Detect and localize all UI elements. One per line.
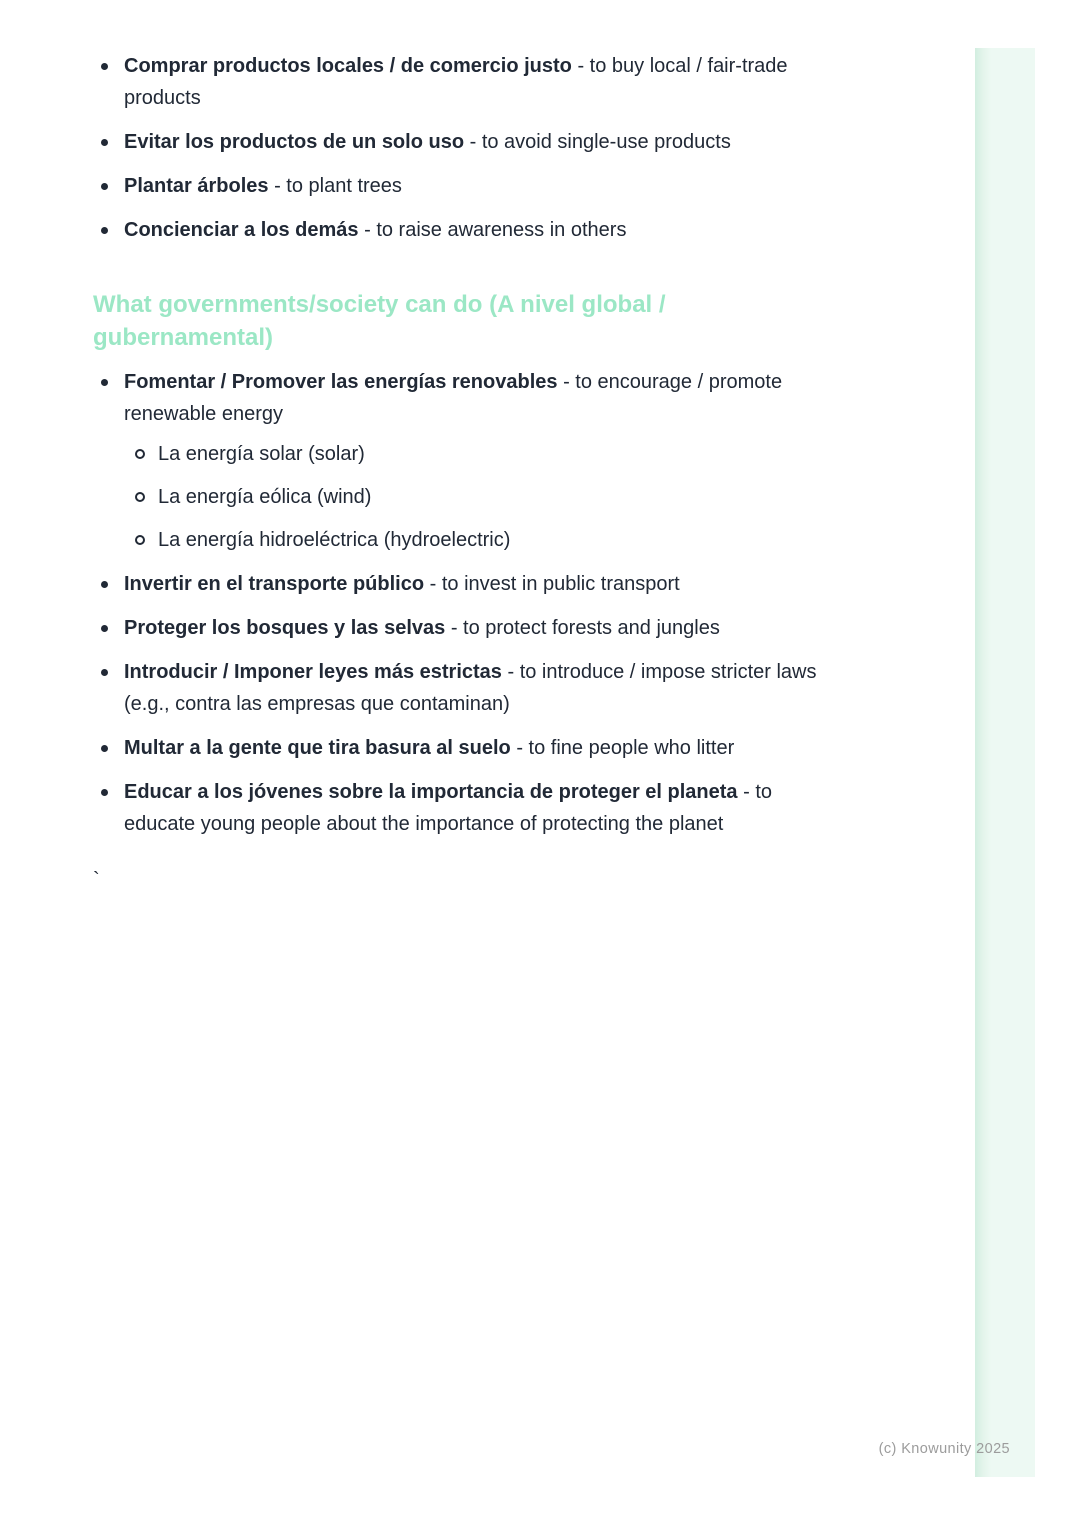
sub-list-item: La energía hidroeléctrica (hydroelectric)	[124, 524, 823, 556]
sub-list	[124, 438, 823, 556]
translation-en: - to introduce / impose stricter laws (e.g., contra las empresas que contaminan)	[124, 661, 817, 715]
term-es: Concienciar a los demás	[124, 219, 359, 241]
list-item	[93, 732, 823, 764]
vocab-list-individual	[93, 50, 823, 246]
term-es: Comprar productos locales / de comercio justo	[124, 55, 572, 77]
term-es: Proteger los bosques y las selvas	[124, 617, 446, 639]
list-item	[93, 656, 823, 720]
notes-page-content	[93, 50, 823, 896]
list-item	[93, 214, 823, 246]
translation-en: - to fine people who litter	[510, 737, 735, 759]
list-item	[93, 776, 823, 840]
term-es: Educar a los jóvenes sobre la importancia de proteger el planeta	[124, 781, 738, 803]
translation-en: - to protect forests and jungles	[445, 617, 720, 639]
stray-backtick: `	[93, 869, 100, 891]
translation-en: - to raise awareness in others	[358, 219, 627, 241]
translation-en: - to buy local / fair-trade products	[124, 55, 788, 109]
section-heading: What governments/society can do (A nivel global / gubernamental)	[93, 291, 666, 351]
sub-list-item: La energía solar (solar)	[124, 438, 823, 470]
translation-en: - to avoid single-use products	[464, 131, 731, 153]
term-es: Evitar los productos de un solo uso	[124, 131, 465, 153]
list-item	[93, 170, 823, 202]
term-es: Introducir / Imponer leyes más estrictas	[124, 661, 502, 683]
list-item	[93, 50, 823, 114]
term-es: Plantar árboles	[124, 175, 269, 197]
list-item	[93, 126, 823, 158]
vocab-list-governments	[93, 366, 823, 840]
list-item	[93, 366, 823, 556]
translation-en: - to invest in public transport	[424, 573, 680, 595]
sub-list-item: La energía eólica (wind)	[124, 481, 823, 513]
term-es: Invertir en el transporte público	[124, 573, 425, 595]
list-item	[93, 612, 823, 644]
footer-copyright: (c) Knowunity 2025	[878, 1441, 1010, 1457]
page-edge-stripe	[975, 48, 1035, 1477]
term-es: Fomentar / Promover las energías renovables	[124, 371, 558, 393]
term-es: Multar a la gente que tira basura al suelo	[124, 737, 511, 759]
translation-en: - to encourage / promote renewable energy	[124, 371, 783, 425]
list-item	[93, 568, 823, 600]
translation-en: - to plant trees	[268, 175, 402, 197]
translation-en: - to educate young people about the importance of protecting the planet	[124, 781, 772, 835]
